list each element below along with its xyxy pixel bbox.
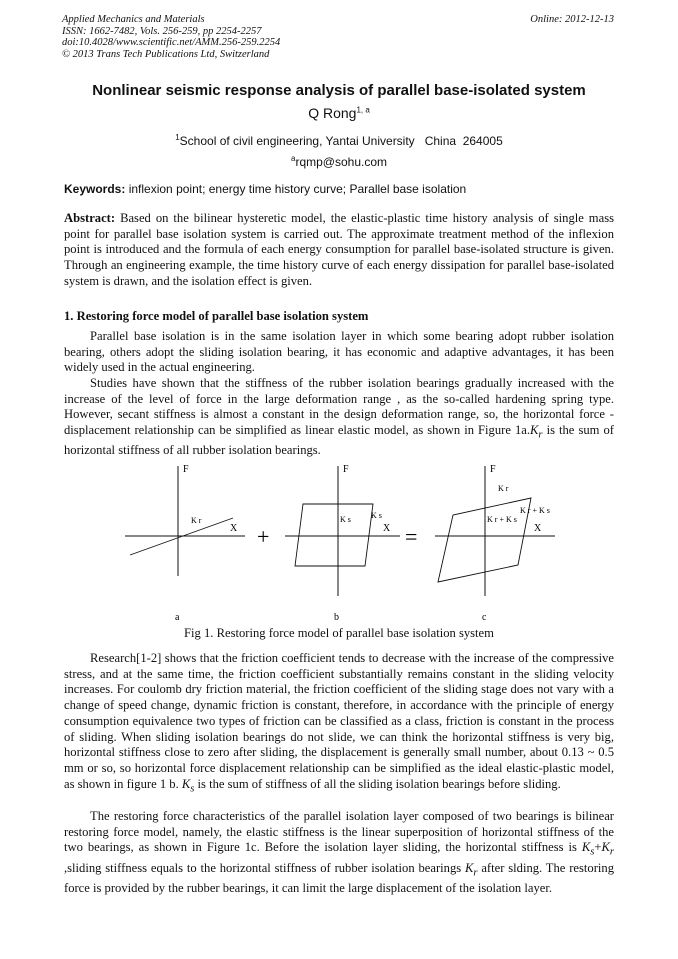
paragraph-4: [64, 809, 614, 897]
keywords-text: inflexion point; energy time history curve; Parallel base isolation: [128, 182, 467, 196]
panel-b-loop: [295, 504, 373, 566]
abstract-label: Abstract:: [64, 211, 116, 225]
affiliation: [0, 134, 678, 148]
author-sup: 1, a: [356, 105, 370, 115]
author: [0, 105, 678, 121]
panel-a: [125, 464, 245, 623]
panel-c: [435, 464, 555, 623]
panel-b-x-label: X: [383, 523, 391, 534]
panel-a-x-label: X: [230, 523, 238, 534]
keywords-label: Keywords:: [64, 182, 126, 196]
panel-c-f-label: F: [490, 464, 496, 475]
affiliation-sup: 1: [175, 133, 180, 142]
figure-caption: Fig 1. Restoring force model of parallel base isolation system: [184, 626, 494, 640]
panel-b-f-label: F: [343, 464, 349, 475]
email: [0, 155, 678, 169]
ks-sub: s: [190, 783, 195, 795]
panel-c-krks-label-1: K r + K s: [487, 515, 517, 524]
email-sup: a: [291, 154, 296, 163]
copyright-line: © 2013 Trans Tech Publications Ltd, Switzerland: [62, 48, 270, 60]
p4-s3: r: [473, 867, 478, 879]
panel-c-krks-label-2: K r + K s: [520, 506, 550, 515]
panel-a-letter: a: [175, 612, 180, 623]
figure-1: [115, 458, 575, 628]
plus-operator: +: [257, 524, 270, 549]
ks-symbol: K: [181, 776, 191, 791]
author-name: Q Rong: [308, 105, 357, 121]
p4-s1: s: [590, 846, 595, 858]
email-text: rqmp@sohu.com: [295, 155, 387, 169]
paragraph-3-end: is the sum of stiffness of all the sliding isolation bearings before sliding.: [194, 776, 561, 791]
kr-sub: r: [538, 429, 543, 441]
paragraph-2-end: is the sum of horizontal stiffness of all rubber isolation bearings.: [64, 423, 614, 458]
paragraph-4-b: ,sliding stiffness equals to the horizontal stiffness of rubber isolation bearings: [64, 860, 465, 875]
section-heading: 1. Restoring force model of parallel base isolation system: [64, 309, 369, 323]
equals-operator: =: [405, 524, 418, 549]
panel-b-letter: b: [334, 612, 339, 623]
kr-symbol: K: [530, 423, 539, 438]
paragraph-4-a: The restoring force characteristics of the parallel isolation layer composed of two bearings is bilinear restoring force model, namely, the elastic stiffness is the linear superposition of horizontal stiffness of the two bearings, as shown in Figure 1c. Before the isolation layer sliding, the horizontal stiffness is: [64, 809, 614, 855]
paragraph-1: Parallel base isolation is in the same isolation layer in which some bearing adopt rubber isolation bearing, others adopt the sliding isolation bearing, it has economic and adaptive advantages, it has been widely used in the actual engineering.: [64, 329, 614, 375]
journal-name: Applied Mechanics and Materials: [62, 14, 205, 25]
panel-c-x-label: X: [534, 523, 542, 534]
panel-c-kr-label: K r: [498, 484, 509, 493]
issn-line: ISSN: 1662-7482, Vols. 256-259, pp 2254-2257: [62, 25, 262, 37]
abstract: [64, 211, 614, 290]
p4-k2: K: [601, 840, 610, 855]
paragraph-3: [64, 651, 614, 797]
panel-b: [285, 464, 400, 623]
paragraph-2-main: Studies have shown that the stiffness of the rubber isolation bearings gradually increased with the increase of the level of force in the large deformation range , as the so-called hardening spring type. However, secant stiffness is almost a constant in the design deformation range, so, the horizontal force - displacement relationship can be simplified as linear elastic model, as shown in Figure 1a.: [64, 376, 614, 438]
p4-k3: K: [465, 860, 474, 875]
paragraph-4-c: after slding. The restoring force is provided by the rubber bearings, it can limit the large displacement of the isolation layer.: [64, 860, 614, 895]
abstract-text: Based on the bilinear hysteretic model, the elastic-plastic time history analysis of single mass point for parallel base isolation system is carried out. The approximate treatment method of the inflexion point is introduced and the formula of each energy consumption for parallel base-isolated structure is given. Through an engineering example, the time history curve of each energy dissipation for parallel base-isolated system is drawn, and the isolation effect is given.: [64, 211, 614, 288]
journal-header: [62, 14, 280, 60]
p4-k1: K: [581, 840, 591, 855]
p4-plus: +: [594, 840, 602, 855]
panel-a-f-label: F: [183, 464, 189, 475]
doi-line: doi:10.4028/www.scientific.net/AMM.256-259.2254: [62, 37, 281, 48]
online-date: Online: 2012-12-13: [530, 14, 614, 25]
paper-title: Nonlinear seismic response analysis of parallel base-isolated system: [92, 82, 586, 99]
keywords: [64, 182, 624, 196]
p4-s2: r: [609, 846, 614, 858]
panel-b-ks-label-2: K s: [371, 511, 382, 520]
panel-c-letter: c: [482, 612, 487, 623]
paragraph-3-main: Research[1-2] shows that the friction coefficient tends to decrease with the increase of the compressive stress, and at the same time, the friction coefficient substantially remains constant in the sliding velocity increases. For coulomb dry friction material, the friction coefficient of the sliding stage does not vary with a change of speed change, dynamic friction is constant, therefore, in accordance with the principle of energy consumption equivalence two types of friction can be classified as a class, friction is constant in the process of sliding. When sliding isolation bearings do not slide, we can think the horizontal stiffness is very big, horizontal stiffness close to zero after sliding, the displacement is generally small number, about 0.13 ~ 0.5 mm or so, so horizontal force displacement relationship can be simplified as the ideal elastic-plastic model, as shown in figure 1 b.: [64, 651, 614, 791]
panel-b-ks-label-1: K s: [340, 515, 351, 524]
affiliation-text: School of civil engineering, Yantai University China 264005: [179, 134, 503, 148]
panel-a-kr-label: K r: [191, 516, 202, 525]
paragraph-2: [64, 376, 614, 459]
